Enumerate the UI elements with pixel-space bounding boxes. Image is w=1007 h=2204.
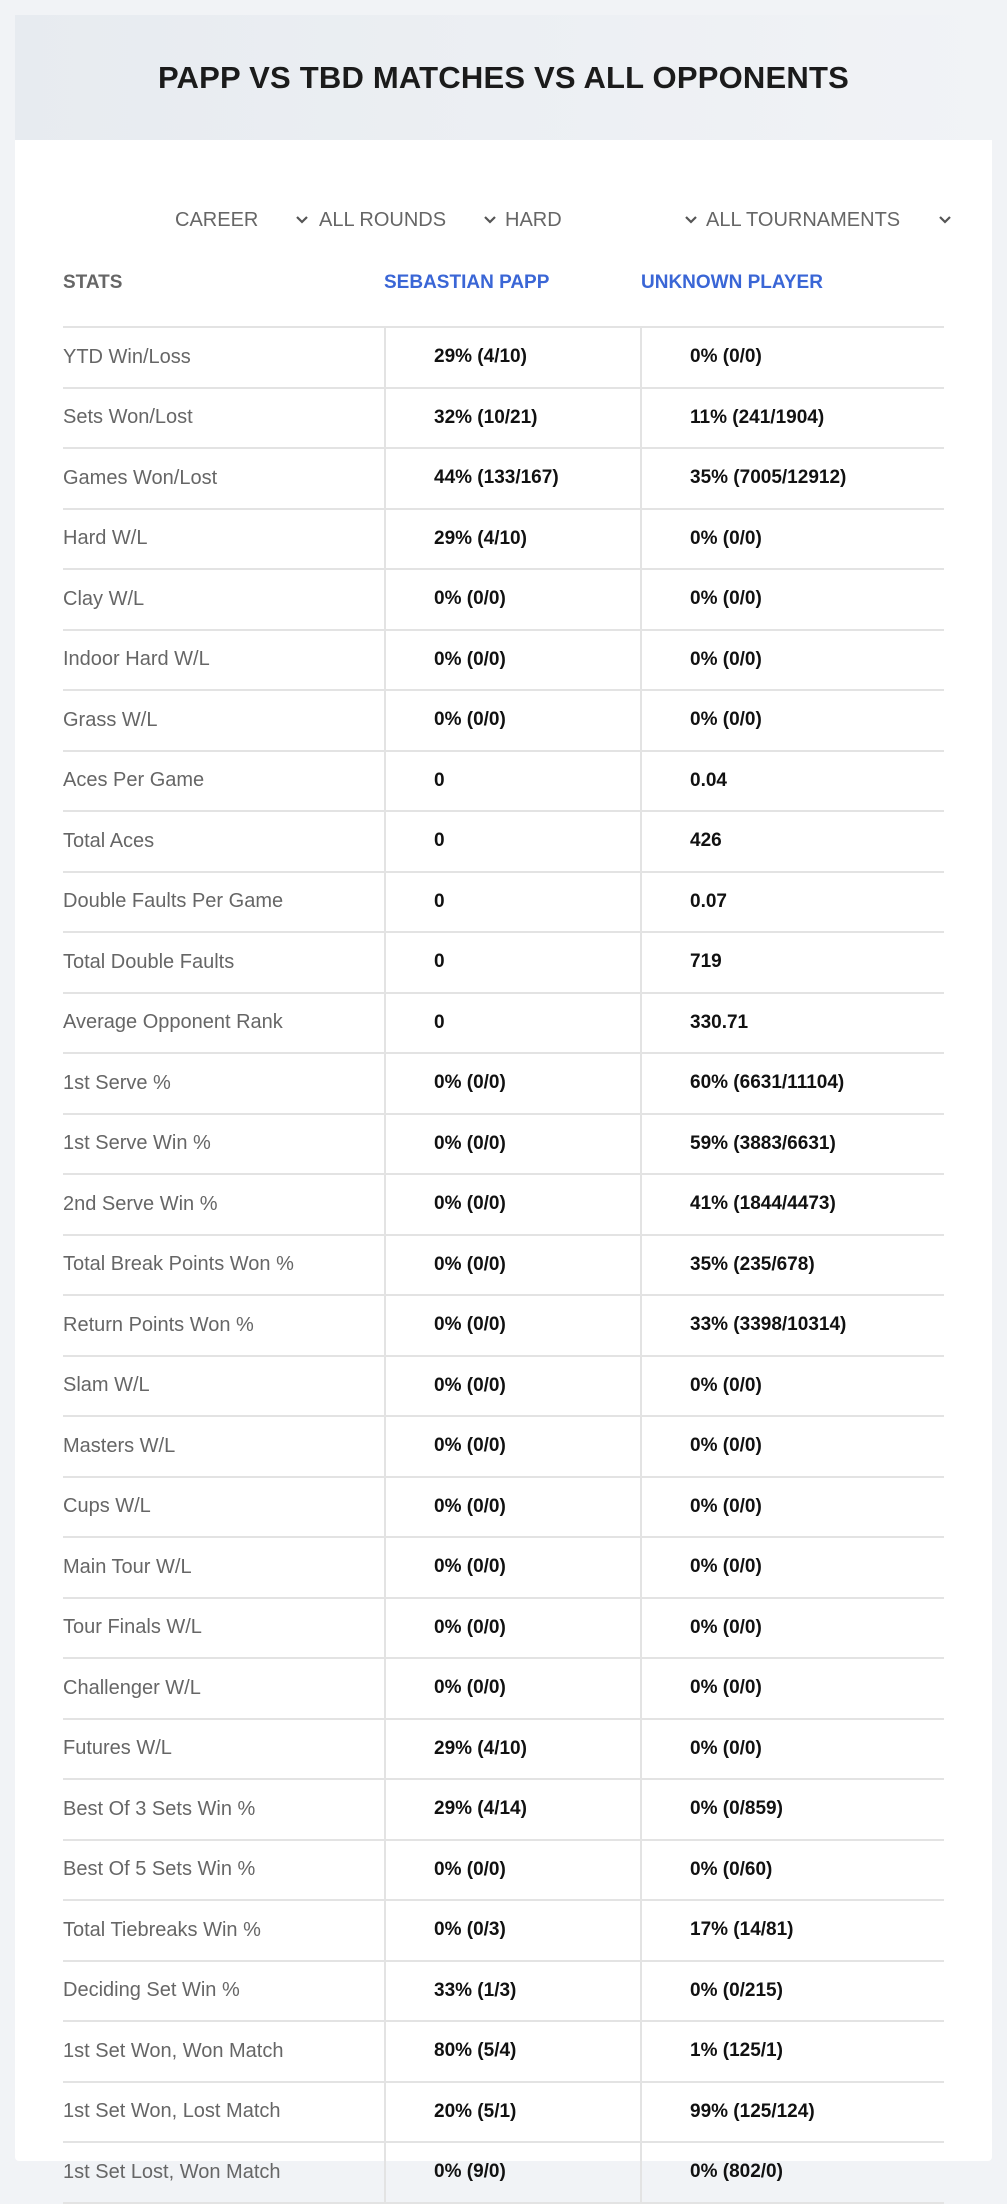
table-row xyxy=(63,1538,944,1599)
table-row xyxy=(63,1841,944,1902)
chevron-down-icon xyxy=(937,212,953,228)
chevron-down-icon xyxy=(683,212,699,228)
stat-label: 1st Serve Win % xyxy=(63,1132,211,1155)
player2-value: 33% (3398/10314) xyxy=(640,1296,944,1355)
period-select-value: CAREER xyxy=(175,208,259,231)
player2-value: 0% (0/0) xyxy=(640,691,944,750)
table-row xyxy=(63,812,944,873)
table-row xyxy=(63,631,944,692)
stat-label: Games Won/Lost xyxy=(63,466,218,489)
stat-label: Futures W/L xyxy=(63,1737,172,1760)
tournament-select[interactable] xyxy=(706,190,953,250)
stat-label: Total Tiebreaks Win % xyxy=(63,1918,261,1941)
stat-label: Best Of 5 Sets Win % xyxy=(63,1858,256,1881)
player2-value: 0% (0/0) xyxy=(640,1659,944,1718)
player2-value: 35% (7005/12912) xyxy=(640,449,944,508)
stat-label: Main Tour W/L xyxy=(63,1555,192,1578)
player2-value: 0% (0/60) xyxy=(640,1841,944,1900)
stat-label: Double Faults Per Game xyxy=(63,890,284,913)
stat-label: Deciding Set Win % xyxy=(63,1979,240,2002)
table-row xyxy=(63,1962,944,2023)
table-row xyxy=(63,2022,944,2083)
player2-value: 719 xyxy=(640,933,944,992)
player1-value: 0% (0/0) xyxy=(384,570,640,629)
player1-value: 29% (4/14) xyxy=(384,1780,640,1839)
stats-table xyxy=(63,263,944,2204)
player2-value: 35% (235/678) xyxy=(640,1236,944,1295)
page-title: PAPP VS TBD MATCHES VS ALL OPPONENTS xyxy=(157,59,850,95)
table-header-row xyxy=(63,263,944,328)
table-row xyxy=(63,449,944,510)
round-select-value: ALL ROUNDS xyxy=(319,208,447,231)
player2-value: 41% (1844/4473) xyxy=(640,1175,944,1234)
stat-label: 2nd Serve Win % xyxy=(63,1192,218,1215)
round-select[interactable] xyxy=(319,190,498,250)
player2-link[interactable]: UNKNOWN PLAYER xyxy=(641,272,823,293)
table-row xyxy=(63,1175,944,1236)
player2-value: 0% (0/0) xyxy=(640,1599,944,1658)
player2-value: 0% (0/859) xyxy=(640,1780,944,1839)
player2-value: 0% (0/0) xyxy=(640,1417,944,1476)
stat-label: Best Of 3 Sets Win % xyxy=(63,1797,256,1820)
player1-value: 0% (0/0) xyxy=(384,631,640,690)
table-row xyxy=(63,1115,944,1176)
player2-value: 0.07 xyxy=(640,873,944,932)
player1-value: 44% (133/167) xyxy=(384,449,640,508)
table-row xyxy=(63,1659,944,1720)
chevron-down-icon xyxy=(294,212,310,228)
stat-label: Sets Won/Lost xyxy=(63,406,193,429)
stats-column-header: STATS xyxy=(63,272,123,293)
player2-value: 59% (3883/6631) xyxy=(640,1115,944,1174)
surface-select[interactable] xyxy=(505,190,699,250)
card-header xyxy=(15,15,992,140)
stat-label: 1st Set Lost, Won Match xyxy=(63,2160,281,2183)
player1-value: 0% (0/0) xyxy=(384,1296,640,1355)
player1-value: 0% (0/0) xyxy=(384,691,640,750)
stat-label: Grass W/L xyxy=(63,708,158,731)
player2-value: 60% (6631/11104) xyxy=(640,1054,944,1113)
player1-value: 0% (0/0) xyxy=(384,1478,640,1537)
period-select[interactable] xyxy=(175,190,310,250)
player2-value: 0% (0/0) xyxy=(640,328,944,387)
stat-label: Aces Per Game xyxy=(63,769,205,792)
player1-value: 0% (0/0) xyxy=(384,1417,640,1476)
player1-value: 0% (0/0) xyxy=(384,1115,640,1174)
player2-value: 0% (0/0) xyxy=(640,1478,944,1537)
stats-card xyxy=(15,15,992,2183)
stat-label: Return Points Won % xyxy=(63,1313,254,1336)
player2-value: 0% (0/215) xyxy=(640,1962,944,2021)
player1-value: 80% (5/4) xyxy=(384,2022,640,2081)
tournament-select-value: ALL TOURNAMENTS xyxy=(706,208,901,231)
stat-label: Slam W/L xyxy=(63,1374,150,1397)
player2-value: 0% (0/0) xyxy=(640,1538,944,1597)
player1-value: 0 xyxy=(384,873,640,932)
table-row xyxy=(63,1296,944,1357)
stat-label: YTD Win/Loss xyxy=(63,345,191,368)
player1-value: 0% (0/0) xyxy=(384,1841,640,1900)
player2-value: 330.71 xyxy=(640,994,944,1053)
player2-value: 426 xyxy=(640,812,944,871)
stat-label: Total Break Points Won % xyxy=(63,1253,294,1276)
stat-label: Cups W/L xyxy=(63,1495,151,1518)
stat-label: Hard W/L xyxy=(63,527,148,550)
table-row xyxy=(63,389,944,450)
player1-value: 33% (1/3) xyxy=(384,1962,640,2021)
stat-label: Clay W/L xyxy=(63,587,145,610)
table-row xyxy=(63,873,944,934)
player1-value: 0% (9/0) xyxy=(384,2143,640,2202)
player1-link[interactable]: SEBASTIAN PAPP xyxy=(384,272,550,293)
player1-value: 0% (0/0) xyxy=(384,1236,640,1295)
player1-value: 0 xyxy=(384,933,640,992)
player1-value: 0% (0/0) xyxy=(384,1054,640,1113)
player1-value: 29% (4/10) xyxy=(384,328,640,387)
player1-value: 0% (0/0) xyxy=(384,1659,640,1718)
table-row xyxy=(63,691,944,752)
player2-value: 1% (125/1) xyxy=(640,2022,944,2081)
player1-value: 0% (0/0) xyxy=(384,1357,640,1416)
player2-value: 0% (802/0) xyxy=(640,2143,944,2202)
table-row xyxy=(63,1780,944,1841)
table-row xyxy=(63,510,944,571)
player2-value: 0% (0/0) xyxy=(640,631,944,690)
table-row xyxy=(63,1720,944,1781)
player1-value: 0% (0/0) xyxy=(384,1599,640,1658)
player1-value: 0% (0/0) xyxy=(384,1175,640,1234)
player2-value: 0% (0/0) xyxy=(640,510,944,569)
player1-value: 20% (5/1) xyxy=(384,2083,640,2142)
filter-bar xyxy=(15,190,992,250)
table-row xyxy=(63,2143,944,2204)
table-row xyxy=(63,752,944,813)
player1-value: 0 xyxy=(384,812,640,871)
player2-value: 0% (0/0) xyxy=(640,1720,944,1779)
player1-value: 0% (0/3) xyxy=(384,1901,640,1960)
player1-value: 0 xyxy=(384,994,640,1053)
stat-label: Masters W/L xyxy=(63,1434,176,1457)
stat-label: Total Double Faults xyxy=(63,950,235,973)
player2-value: 0.04 xyxy=(640,752,944,811)
stat-label: 1st Set Won, Lost Match xyxy=(63,2100,281,2123)
player2-value: 0% (0/0) xyxy=(640,570,944,629)
stat-label: Tour Finals W/L xyxy=(63,1616,202,1639)
player1-value: 0 xyxy=(384,752,640,811)
table-row xyxy=(63,1357,944,1418)
chevron-down-icon xyxy=(482,212,498,228)
table-row xyxy=(63,994,944,1055)
player1-value: 29% (4/10) xyxy=(384,1720,640,1779)
player2-value: 99% (125/124) xyxy=(640,2083,944,2142)
player2-value: 17% (14/81) xyxy=(640,1901,944,1960)
table-row xyxy=(63,328,944,389)
table-row xyxy=(63,1901,944,1962)
table-row xyxy=(63,1236,944,1297)
table-body xyxy=(63,328,944,2204)
stat-label: 1st Serve % xyxy=(63,1071,171,1094)
stat-label: Indoor Hard W/L xyxy=(63,648,210,671)
table-row xyxy=(63,570,944,631)
table-row xyxy=(63,1417,944,1478)
player1-value: 29% (4/10) xyxy=(384,510,640,569)
stat-label: Average Opponent Rank xyxy=(63,1011,283,1034)
player2-value: 0% (0/0) xyxy=(640,1357,944,1416)
table-row xyxy=(63,1599,944,1660)
table-row xyxy=(63,933,944,994)
player2-value: 11% (241/1904) xyxy=(640,389,944,448)
stat-label: Challenger W/L xyxy=(63,1676,201,1699)
table-row xyxy=(63,1478,944,1539)
table-row xyxy=(63,2083,944,2144)
table-row xyxy=(63,1054,944,1115)
stat-label: 1st Set Won, Won Match xyxy=(63,2039,284,2062)
player1-value: 32% (10/21) xyxy=(384,389,640,448)
player1-value: 0% (0/0) xyxy=(384,1538,640,1597)
surface-select-value: HARD xyxy=(505,208,562,231)
stat-label: Total Aces xyxy=(63,829,155,852)
